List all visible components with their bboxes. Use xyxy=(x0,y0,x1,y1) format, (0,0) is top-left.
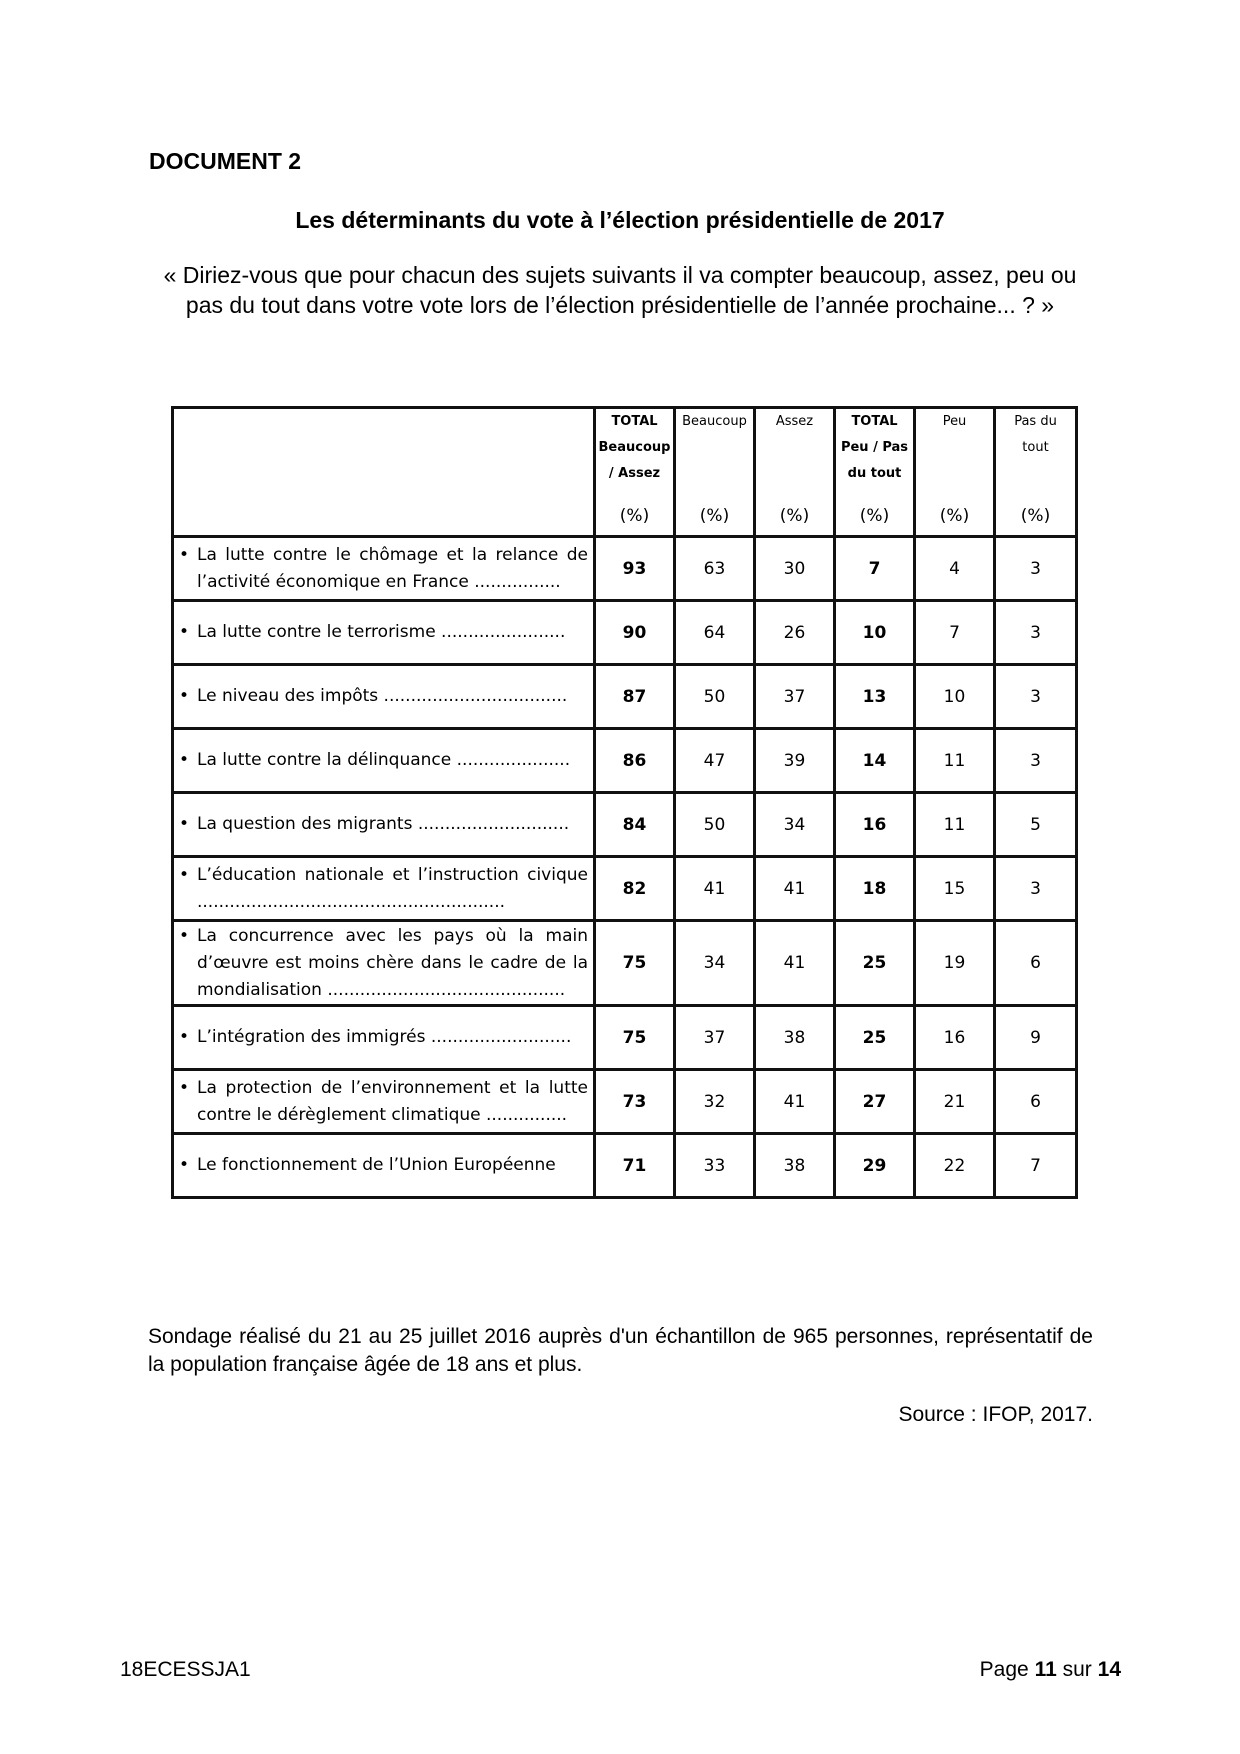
page-current: 11 xyxy=(1034,1658,1057,1681)
column-header-line: / Assez xyxy=(608,466,661,481)
value-cell: 37 xyxy=(675,1006,755,1070)
value-cell: 64 xyxy=(675,601,755,665)
column-header xyxy=(915,408,995,537)
bullet-icon: • xyxy=(179,925,190,946)
value-cell: 32 xyxy=(675,1070,755,1134)
row-label-cell xyxy=(173,1006,595,1070)
column-header xyxy=(675,408,755,537)
column-header-line: Beaucoup xyxy=(682,414,747,429)
value-cell: 71 xyxy=(595,1134,675,1198)
column-header-line: Beaucoup xyxy=(598,440,671,455)
value-cell: 47 xyxy=(675,729,755,793)
table-row xyxy=(173,1006,1077,1070)
survey-question: « Diriez-vous que pour chacun des sujets suivants il va compter beaucoup, assez, peu ou pas du tout dans votre vote lors de l’élection présidentielle de l’année prochaine... ? » xyxy=(163,262,1077,318)
row-label-cell xyxy=(173,537,595,601)
value-cell: 9 xyxy=(995,1006,1077,1070)
table-row xyxy=(173,857,1077,921)
row-label: L’intégration des immigrés .......................... xyxy=(197,1027,572,1047)
row-label: La lutte contre le chômage et la relance de l’activité économique en France ................ xyxy=(197,544,588,592)
column-unit: (%) xyxy=(699,506,730,526)
value-cell: 3 xyxy=(995,665,1077,729)
value-cell: 10 xyxy=(835,601,915,665)
value-cell: 41 xyxy=(755,1070,835,1134)
value-cell: 5 xyxy=(995,793,1077,857)
column-header-line: Assez xyxy=(775,414,814,429)
value-cell: 27 xyxy=(835,1070,915,1134)
value-cell: 63 xyxy=(675,537,755,601)
value-cell: 86 xyxy=(595,729,675,793)
value-cell: 15 xyxy=(915,857,995,921)
column-header xyxy=(835,408,915,537)
poll-table xyxy=(171,406,1078,1199)
row-label-cell xyxy=(173,665,595,729)
column-header-line: Peu xyxy=(942,414,967,429)
row-label-cell xyxy=(173,921,595,1006)
value-cell: 6 xyxy=(995,1070,1077,1134)
column-unit: (%) xyxy=(939,506,970,526)
value-cell: 3 xyxy=(995,857,1077,921)
value-cell: 11 xyxy=(915,793,995,857)
row-label: Le niveau des impôts .................................. xyxy=(197,686,568,706)
table-row xyxy=(173,665,1077,729)
row-label-cell xyxy=(173,793,595,857)
value-cell: 11 xyxy=(915,729,995,793)
value-cell: 93 xyxy=(595,537,675,601)
column-header-line: TOTAL xyxy=(851,414,898,429)
value-cell: 38 xyxy=(755,1134,835,1198)
row-label: Le fonctionnement de l’Union Européenne xyxy=(197,1155,556,1175)
table-row xyxy=(173,921,1077,1006)
value-cell: 37 xyxy=(755,665,835,729)
column-header-line: Pas du xyxy=(1014,414,1057,429)
table-row xyxy=(173,601,1077,665)
row-label-cell xyxy=(173,601,595,665)
bullet-icon: • xyxy=(179,864,190,885)
column-unit: (%) xyxy=(1020,506,1051,526)
value-cell: 16 xyxy=(835,793,915,857)
column-header xyxy=(595,408,675,537)
value-cell: 7 xyxy=(835,537,915,601)
value-cell: 3 xyxy=(995,537,1077,601)
value-cell: 82 xyxy=(595,857,675,921)
column-header-line: TOTAL xyxy=(611,414,658,429)
column-header-line: Peu / Pas xyxy=(840,440,909,455)
survey-note: Sondage réalisé du 21 au 25 juillet 2016 auprès d'un échantillon de 965 personnes, représentatif de la population française âgée de 18 ans et plus. xyxy=(148,1325,1093,1376)
source-citation: Source : IFOP, 2017. xyxy=(898,1403,1093,1426)
value-cell: 75 xyxy=(595,1006,675,1070)
value-cell: 75 xyxy=(595,921,675,1006)
bullet-icon: • xyxy=(179,1077,190,1098)
footer-code: 18ECESSJA1 xyxy=(120,1658,251,1681)
page-word: Page xyxy=(979,1658,1029,1681)
value-cell: 33 xyxy=(675,1134,755,1198)
table-row xyxy=(173,537,1077,601)
row-label: La protection de l’environnement et la lutte contre le dérèglement climatique ............... xyxy=(197,1077,588,1125)
row-label: La lutte contre le terrorisme ....................... xyxy=(197,622,566,642)
value-cell: 50 xyxy=(675,793,755,857)
column-header-line: du tout xyxy=(847,466,902,481)
row-label: La concurrence avec les pays où la main d’œuvre est moins chère dans le cadre de la mondialisation ............................................ xyxy=(197,925,588,1000)
column-header xyxy=(755,408,835,537)
value-cell: 21 xyxy=(915,1070,995,1134)
page-total: 14 xyxy=(1097,1658,1121,1681)
column-unit: (%) xyxy=(619,506,650,526)
value-cell: 84 xyxy=(595,793,675,857)
value-cell: 19 xyxy=(915,921,995,1006)
column-unit: (%) xyxy=(779,506,810,526)
value-cell: 3 xyxy=(995,601,1077,665)
value-cell: 18 xyxy=(835,857,915,921)
value-cell: 22 xyxy=(915,1134,995,1198)
table-row xyxy=(173,1134,1077,1198)
bullet-icon: • xyxy=(179,686,190,706)
table-row xyxy=(173,729,1077,793)
value-cell: 16 xyxy=(915,1006,995,1070)
value-cell: 14 xyxy=(835,729,915,793)
row-label-cell xyxy=(173,857,595,921)
row-label: L’éducation nationale et l’instruction civique ......................................................... xyxy=(197,864,588,912)
row-label: La question des migrants ............................ xyxy=(197,814,570,834)
bullet-icon: • xyxy=(179,622,190,642)
value-cell: 41 xyxy=(755,857,835,921)
value-cell: 38 xyxy=(755,1006,835,1070)
value-cell: 25 xyxy=(835,921,915,1006)
bullet-icon: • xyxy=(179,1155,190,1175)
bullet-icon: • xyxy=(179,750,190,770)
value-cell: 7 xyxy=(995,1134,1077,1198)
bullet-icon: • xyxy=(179,544,190,565)
value-cell: 50 xyxy=(675,665,755,729)
bullet-icon: • xyxy=(179,814,190,834)
value-cell: 34 xyxy=(755,793,835,857)
row-label-cell xyxy=(173,729,595,793)
row-label: La lutte contre la délinquance ..................... xyxy=(197,750,571,770)
value-cell: 41 xyxy=(755,921,835,1006)
row-label-cell xyxy=(173,1134,595,1198)
document-label: DOCUMENT 2 xyxy=(149,148,302,174)
value-cell: 87 xyxy=(595,665,675,729)
value-cell: 30 xyxy=(755,537,835,601)
value-cell: 26 xyxy=(755,601,835,665)
value-cell: 13 xyxy=(835,665,915,729)
value-cell: 4 xyxy=(915,537,995,601)
value-cell: 25 xyxy=(835,1006,915,1070)
value-cell: 6 xyxy=(995,921,1077,1006)
value-cell: 90 xyxy=(595,601,675,665)
table-header-row xyxy=(173,408,1077,537)
value-cell: 73 xyxy=(595,1070,675,1134)
header-empty-cell xyxy=(173,408,595,537)
page-title: Les déterminants du vote à l’élection présidentielle de 2017 xyxy=(295,207,945,233)
value-cell: 3 xyxy=(995,729,1077,793)
page-sep: sur xyxy=(1062,1658,1092,1681)
bullet-icon: • xyxy=(179,1027,190,1047)
value-cell: 7 xyxy=(915,601,995,665)
row-label-cell xyxy=(173,1070,595,1134)
value-cell: 29 xyxy=(835,1134,915,1198)
table-row xyxy=(173,1070,1077,1134)
column-header-line: tout xyxy=(1022,440,1049,455)
value-cell: 41 xyxy=(675,857,755,921)
value-cell: 39 xyxy=(755,729,835,793)
table-row xyxy=(173,793,1077,857)
page-number xyxy=(980,1658,1121,1682)
column-unit: (%) xyxy=(859,506,890,526)
value-cell: 10 xyxy=(915,665,995,729)
value-cell: 34 xyxy=(675,921,755,1006)
column-header xyxy=(995,408,1077,537)
